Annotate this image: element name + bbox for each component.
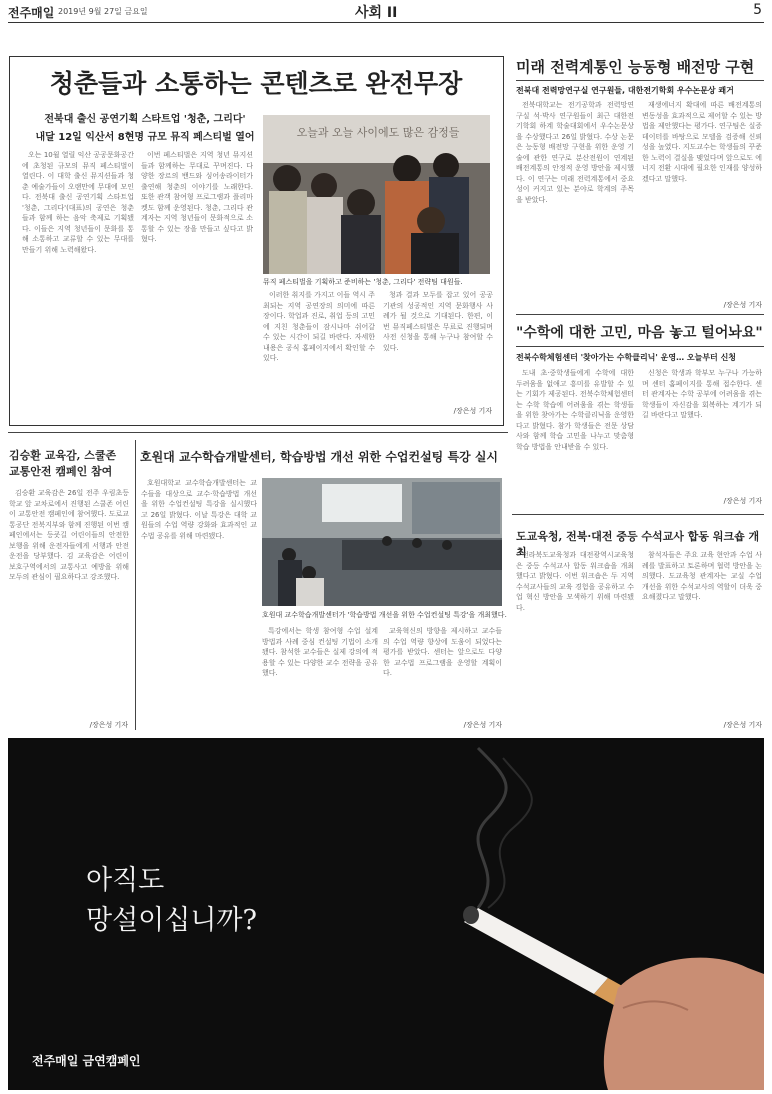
page-number: 5 <box>753 2 762 18</box>
math-rule <box>516 346 764 347</box>
issue-date: 2019년 9월 27일 금요일 <box>58 7 148 16</box>
workshop-byline: /장은성 기자 <box>723 721 762 729</box>
paper-name: 전주매일 <box>8 6 55 20</box>
photo-wall-sign: 오늘과 오늘 사이에도 많은 감정들 <box>296 126 460 139</box>
grid-byline: /장은성 기자 <box>723 301 762 309</box>
math-byline: /장은성 기자 <box>723 497 762 505</box>
math-headline: "수학에 대한 고민, 마음 놓고 털어놔요" <box>516 325 763 341</box>
workshop-col-2: 참석자들은 주요 교육 현안과 수업 사례를 발표하고 토론하며 협력 방안을 논의했다. 도교육청 관계자는 교실 수업 개선을 위한 수석교사의 역할이 더욱 중요해졌다고 말했다. <box>642 551 762 601</box>
ad-footer: 전주매일 금연캠페인 <box>32 1054 141 1068</box>
main-photo-caption: 뮤직 페스티벌을 기획하고 준비하는 '청춘, 그리다' 전략팀 대원들. <box>263 278 463 286</box>
math-col-2: 신청은 학생과 학부모 누구나 가능하며 센터 홈페이지를 통해 접수한다. 센터 관계자는 수학 공부에 어려움을 겪는 학생들이 자신감을 회복하는 계기가 되길 바란다고 말했다. <box>642 369 762 419</box>
math-col-1: 도내 초·중학생들에게 수학에 대한 두려움을 없애고 흥미를 유발할 수 있는 기회가 제공된다. 전북수학체험센터는 수학 학습에 어려움을 겪는 학생들을 위한 찾아가는 수학클리닉을 운영한다고 밝혔다. 참가 학생들은 전문 상담사와 함께 학습 고민을 나누고 맞춤형 학습 방법을 안내받을 수 있다. <box>516 369 634 451</box>
traffic-headline: 김승환 교육감, 스쿨존 교통안전 캠페인 참여 <box>9 449 117 478</box>
math-subhead: 전북수학체험센터 '찾아가는 수학클리닉' 운영… 오늘부터 신청 <box>516 353 737 362</box>
main-col-1: 오는 10월 열릴 익산 공공문화공간에 초청된 규모의 뮤직 페스티벌이 열린다. 이 대학 출신 뮤지션들과 청춘 예술가들이 오랜만에 무대에 모인다. 전북대 출신 공연기획 스타트업 '청춘, 그리다'(대표)의 공연은 청춘들과 함께 하는 음악 축제로 기획됐다. 이들은 지역 청년들이 문화를 통해 소통하고 교류할 수 있는 무대를 만들기 위해 노력해왔다. <box>22 151 134 254</box>
main-subhead-2: 내달 12일 익산서 8현명 규모 뮤직 페스티벌 열어 <box>35 132 255 143</box>
main-headline: 청춘들과 소통하는 콘텐츠로 완전무장 <box>49 69 463 98</box>
grid-headline: 미래 전력계통인 능동형 배전망 구현 <box>516 58 755 76</box>
main-col-2: 이번 페스티벌은 지역 청년 뮤지션들과 함께하는 무대로 꾸며진다. 다양한 장르의 밴드와 싱어송라이터가 출연해 청춘의 이야기를 노래한다. 또한 관객 참여형 프로그램과 플리마켓도 함께 운영된다. 청춘, 그리다 관계자는 지역 청년들이 문화적으로 소통할 수 있는 장을 만들고 싶다고 밝혔다. <box>141 151 253 243</box>
hoseo-col-1: 호원대학교 교수학습개발센터는 교수들을 대상으로 교수·학습방법 개선을 위한 수업컨설팅 특강을 실시했다고 26일 밝혔다. 이날 특강은 대학 교원들의 수업 역량 강화와 효과적인 교수법 공유를 위해 마련됐다. <box>141 479 257 540</box>
workshop-col-1: 전라북도교육청과 대전광역시교육청은 중등 수석교사 합동 워크숍을 개최했다고 밝혔다. 이번 워크숍은 두 지역 수석교사들의 교육 경험을 공유하고 수업 혁신 방안을 모색하기 위해 마련됐다. <box>516 551 634 612</box>
ad-line-2: 망설이십니까? <box>86 905 257 936</box>
main-subhead-1: 전북대 출신 공연기획 스타트업 '청춘, 그리다' <box>44 114 246 125</box>
grid-col-2: 재생에너지 확대에 따른 배전계통의 변동성을 효과적으로 제어할 수 있는 방법을 제안했다는 평가다. 연구팀은 실증 데이터를 바탕으로 모델을 검증해 신뢰성을 높였다. 지도교수는 학생들의 꾸준한 노력이 결실을 맺었다며 앞으로도 에너지 전환 시대에 필요한 인재를 양성하겠다고 말했다. <box>642 101 762 183</box>
hoseo-col-3: 교육혁신의 방향을 제시하고 교수들의 수업 역량 향상에 도움이 되었다는 평가를 받았다. 센터는 앞으로도 다양한 교수법 프로그램을 운영할 계획이다. <box>383 627 502 677</box>
vertical-rule-left <box>135 440 136 730</box>
section-title: 사회 II <box>355 5 398 21</box>
hoseo-photo-caption: 호원대 교수학습개발센터가 '학습방법 개선을 위한 수업컨설팅 특강'을 개최했다. <box>262 611 507 619</box>
workshop-headline: 도교육청, 전북·대전 중등 수석교사 합동 워크숍 개최 <box>516 530 760 559</box>
main-byline: /장은성 기자 <box>453 407 492 415</box>
main-col-4: 청과 결과 모두를 잡고 있어 공공기관의 성공적인 지역 문화행사 사례가 될 것으로 기대된다. 한편, 이번 뮤직페스티벌은 무료로 진행되며 사전 신청을 통해 누구나 참여할 수 있다. <box>383 291 493 352</box>
hoseo-headline: 호원대 교수학습개발센터, 학습방법 개선 위한 수업컨설팅 특강 실시 <box>140 450 499 464</box>
right-section-rule <box>512 514 764 515</box>
traffic-byline: /장은성 기자 <box>89 721 128 729</box>
grid-col-1: 전북대학교는 전기공학과 전력망연구실 석·박사 연구원들이 최근 대한전기학회 하계 학술대회에서 우수논문상을 수상했다고 26일 밝혔다. 수상 논문은 능동형 배전망 구현을 위한 운영 기술에 관한 연구로 분산전원이 연계된 배전계통의 안정적 운영 방안을 제시했다. 이 연구는 미래 전력계통에서 중요성이 커지고 있는 분야로 학계의 주목을 받았다. <box>516 101 634 204</box>
main-col-3: 이러한 취지를 가지고 이들 역시 주최되는 지역 공연장의 의미에 따른 장이다. 학업과 진로, 취업 등의 고민에 지친 청춘들이 잠시나마 쉬어갈 수 있는 시간이 되길 바란다. 자세한 내용은 공식 홈페이지에서 확인할 수 있다. <box>263 291 375 362</box>
traffic-body: 김승환 교육감은 26일 전주 우림초등학교 앞 교차로에서 진행된 스쿨존 어린이 교통안전 캠페인에 참여했다. 도로교통공단 전북지부와 함께 진행된 이번 캠페인에서는 등굣길 어린이들의 안전한 보행을 위해 운전자들에게 서행과 안전운전을 당부했다. 김 교육감은 어린이 보호구역에서의 교통사고 예방을 위해 모두의 관심이 필요하다고 강조했다. <box>9 489 129 581</box>
group-photo <box>263 115 490 274</box>
hoseo-byline: /장은성 기자 <box>463 721 502 729</box>
masthead-rule <box>8 22 764 23</box>
section-rule <box>8 432 508 433</box>
seminar-photo <box>262 478 502 606</box>
ad-line-1: 아직도 <box>86 865 165 896</box>
grid-subhead: 전북대 전력망연구실 연구원들, 대한전기학회 우수논문상 쾌거 <box>516 86 734 95</box>
hoseo-col-2: 특강에서는 학생 참여형 수업 설계 방법과 사례 중심 컨설팅 기법이 소개됐다. 참석한 교수들은 실제 강의에 적용할 수 있는 다양한 교수 전략을 공유했다. <box>262 627 378 677</box>
grid-bottom-rule <box>516 314 764 315</box>
anti-smoking-ad <box>8 738 764 1090</box>
grid-rule <box>516 80 764 81</box>
